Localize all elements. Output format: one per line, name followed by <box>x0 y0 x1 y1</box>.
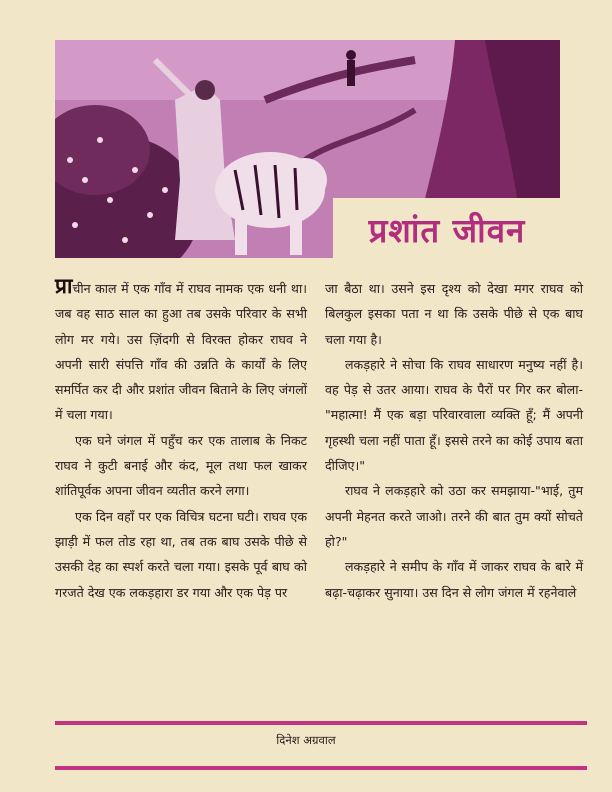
column-right <box>325 276 583 605</box>
divider-bottom <box>55 766 587 770</box>
story-title: प्रशांत जीवन <box>368 210 526 250</box>
paragraph-4: जा बैठा था। उसने इस दृश्य को देखा मगर राघव को बिलकुल इसका पता न था कि उसके पीछे से एक बाघ चला गया है। <box>325 281 583 347</box>
paragraph-3: एक दिन वहाँ पर एक विचित्र घटना घटी। राघव एक झाड़ी में फल तोड रहा था, तब तक बाघ उसके पीछे से उसकी देह का स्पर्श करते चला गया। इसके पूर्व बाघ को गरजते देख एक लकड़हारा डर गया और एक पेड़ पर <box>55 508 307 600</box>
paragraph-6: राघव ने लकड़हारे को उठा कर समझाया-"भाई, तुम अपनी मेहनत करते जाओ। तरने की बात तुम क्यों सोचते हो?" <box>325 483 583 549</box>
author-credit: दिनेश अग्रवाल <box>276 733 336 747</box>
paragraph-2: एक घने जंगल में पहुँच कर एक तालाब के निकट राघव ने कुटी बनाई और कंद, मूल तथा फल खाकर शांतिपूर्वक अपना जीवन व्यतीत करने लगा। <box>55 432 307 499</box>
drop-cap: प्रा <box>55 274 73 298</box>
divider-top <box>55 721 587 725</box>
title-box <box>333 198 561 260</box>
paragraph-5: लकड़हारे ने सोचा कि राघव साधारण मनुष्य नहीं है। वह पेड़ से उतर आया। राघव के पैरों पर गिर कर बोला- "महात्मा! मैं एक बड़ा परिवारवाला व्यक्ति हूँ; मैं अपनी गृहस्थी चला नहीं पाता हूँ। इससे तरने का कोई उपाय बता दीजिए।" <box>325 356 583 474</box>
paragraph-7: लकड़हारे ने समीप के गाँव में जाकर राघव के बारे में बढ़ा-चढ़ाकर सुनाया। उस दिन से लोग जंगल में रहनेवाले <box>325 559 583 600</box>
paragraph-1 <box>55 276 307 428</box>
paragraph-1-text: चीन काल में एक गाँव में राघव नामक एक धनी था। जब वह साठ साल का हुआ तब उसके परिवार के सभी लोग मर गये। उस ज़िंदगी से विरक्त होकर राघव ने अपनी सारी संपत्ति गाँव की उन्नति के कार्यों के लिए समर्पित कर दी और प्रशांत जीवन बिताने के लिए जंगलों में चला गया। <box>55 281 307 423</box>
column-left <box>55 276 307 605</box>
